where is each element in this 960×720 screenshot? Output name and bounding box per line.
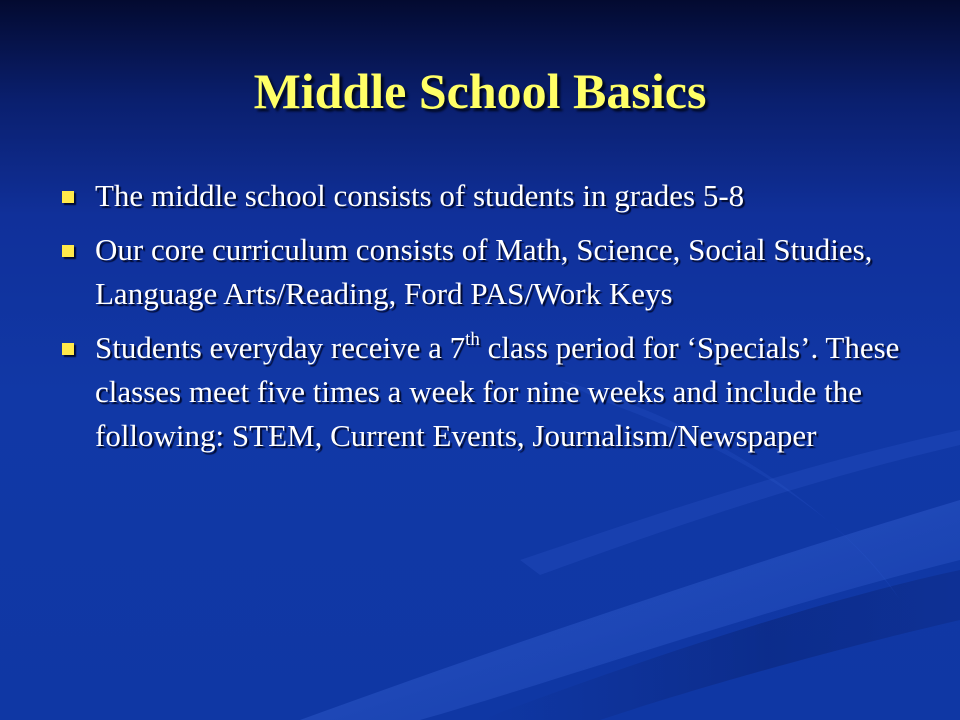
bullet-item (62, 174, 912, 218)
square-bullet-icon (62, 245, 74, 257)
square-bullet-icon (62, 343, 74, 355)
bullet-item (62, 228, 912, 316)
bullet-list (62, 174, 912, 468)
bullet-text: The middle school consists of students in grades 5-8 (95, 178, 745, 213)
ordinal-superscript: th (465, 328, 480, 350)
bullet-text: Our core curriculum consists of Math, Science, Social Studies, Language Arts/Reading, Ford PAS/Work Keys (95, 232, 873, 311)
slide-title: Middle School Basics (253, 63, 707, 119)
bullet-text-before: Students everyday receive a 7 (95, 330, 466, 365)
square-bullet-icon (62, 191, 74, 203)
bullet-text-after: class period for ‘Specials’. These classes meet five times a week for nine weeks and include the following: STEM, Current Events, Journalism/Newspaper (95, 330, 900, 453)
bullet-item (62, 326, 912, 458)
